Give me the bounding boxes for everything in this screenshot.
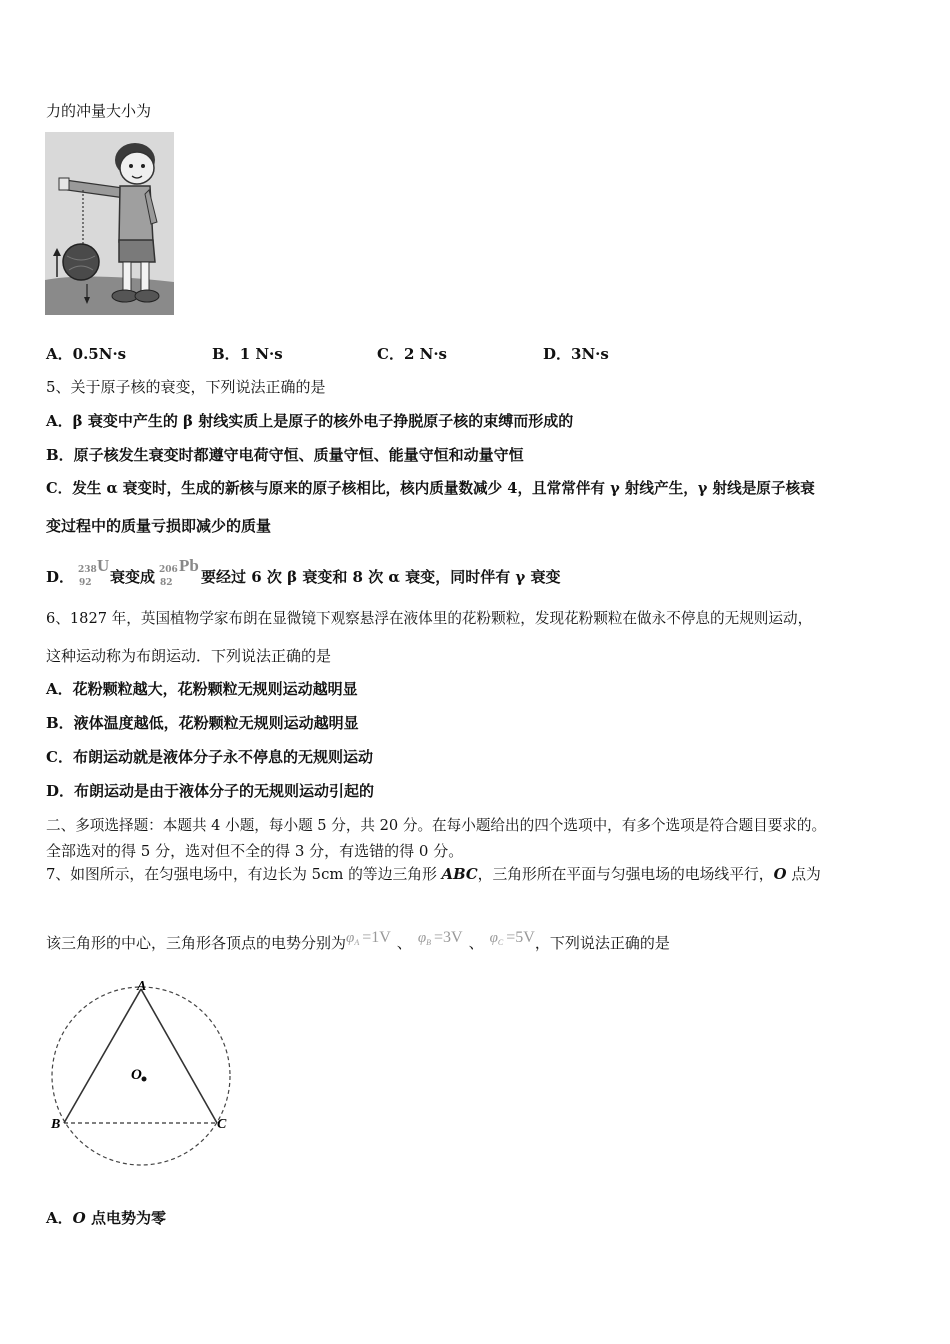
q6-option-c: C．布朗运动就是液体分子永不停息的无规则运动 (46, 748, 373, 766)
center-o-dot (142, 1077, 147, 1082)
q5-option-b: B．原子核发生衰变时都遵守电荷守恒、质量守恒、能量守恒和动量守恒 (46, 446, 524, 464)
q5-option-c-line1: C．发生 α 衰变时，生成的新核与原来的原子核相比，核内质量数减少 4，且常常伴有 γ 射线产生，γ 射线是原子核衰 (46, 480, 815, 497)
uranium-isotope: 238 92 U (78, 556, 110, 588)
q7-stem-line2: 该三角形的中心，三角形各顶点的电势分别为$\varphi_A =1V$ 、 $\varphi_B =3V$ 、 $\varphi_C =5V$，下列说法正确的是 (46, 929, 670, 952)
q6-option-b: B．液体温度越低，花粉颗粒无规则运动越明显 (46, 714, 359, 732)
q6-stem-line1: 6、1827 年，英国植物学家布朗在显微镜下观察悬浮在液体里的花粉颗粒，发现花粉颗粒在做永不停息的无规则运动， (46, 610, 813, 627)
q7-option-a: A．O 点电势为零 (46, 1209, 166, 1227)
section2-line1: 二、多项选择题：本题共 4 小题，每小题 5 分，共 20 分。在每小题给出的四个选项中，有多个选项是符合题目要求的。 (46, 817, 827, 834)
boy-ball-figure (45, 132, 174, 315)
q4-option-c: C．2 N·s (377, 345, 447, 363)
q5-stem: 5、关于原子核的衰变，下列说法正确的是 (46, 378, 326, 396)
phi-a: $\varphi_A =1V$ (346, 929, 391, 947)
vertex-label-b: B (51, 1117, 61, 1132)
phi-b: $\varphi_B =3V$ (417, 929, 463, 947)
q6-stem-line2: 这种运动称为布朗运动．下列说法正确的是 (46, 647, 332, 665)
q4-option-b: B．1 N·s (212, 345, 283, 363)
side-ab (64, 989, 141, 1123)
q4-stem-tail: 力的冲量大小为 (46, 102, 152, 120)
q4-option-d: D．3N·s (543, 345, 609, 363)
section2-line2: 全部选对的得 5 分，选对但不全的得 3 分，有选错的得 0 分。 (46, 842, 464, 860)
q5-option-d: D． 238 92 U 衰变成 206 82 Pb 要经过 6 次 β 衰变和 8 次 α 衰变，同时伴有 γ 衰变 (46, 556, 561, 588)
q4-option-a: A．0.5N·s (46, 345, 127, 363)
q5-option-a: A．β 衰变中产生的 β 射线实质上是原子的核外电子挣脱原子核的束缚而形成的 (46, 412, 574, 430)
phi-c: $\varphi_C =5V$ (489, 929, 535, 947)
q6-option-a: A．花粉颗粒越大，花粉颗粒无规则运动越明显 (46, 680, 358, 698)
q5-option-c-line2: 变过程中的质量亏损即减少的质量 (46, 517, 272, 535)
center-label-o: O (131, 1067, 142, 1083)
lead-isotope: 206 82 Pb (159, 556, 199, 588)
vertex-label-a: A (137, 979, 147, 994)
q6-option-d: D．布朗运动是由于液体分子的无规则运动引起的 (46, 782, 375, 800)
side-ac (141, 989, 217, 1123)
triangle-circle-figure (45, 975, 240, 1175)
vertex-label-c: C (217, 1117, 227, 1132)
q7-stem-line1: 7、如图所示，在匀强电场中，有边长为 5cm 的等边三角形 ABC，三角形所在平面与匀强电场的电场线平行，O 点为 (46, 866, 821, 883)
